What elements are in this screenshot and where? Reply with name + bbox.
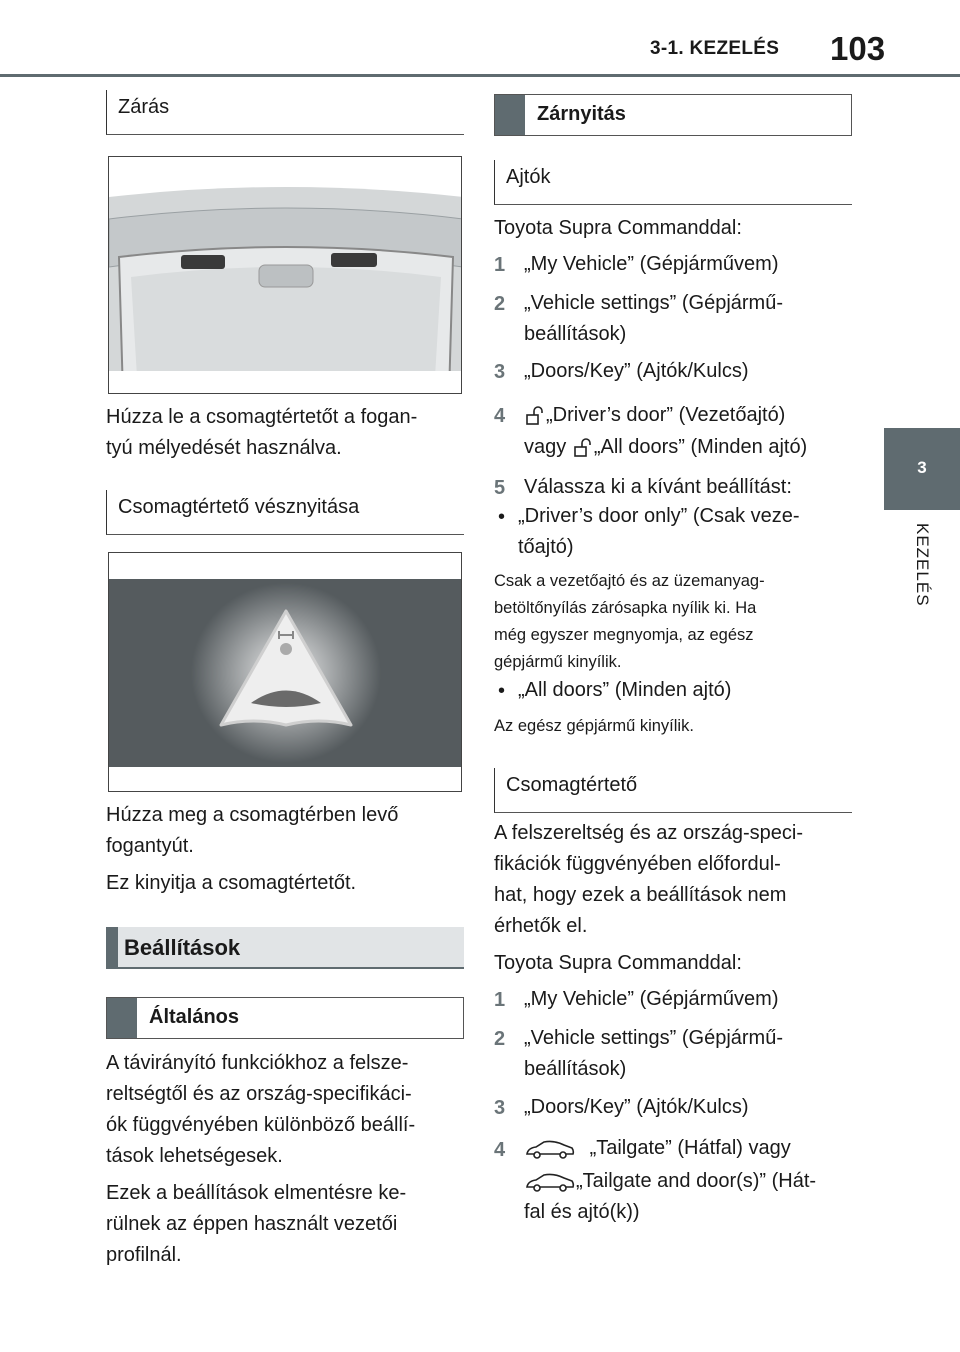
section-title: 3-1. KEZELÉS: [650, 38, 780, 59]
step-number: 3: [494, 1097, 506, 1119]
subheading-doors-label: Ajtók: [506, 166, 551, 188]
step-text-all: „All doors” (Minden ajtó): [593, 436, 808, 458]
section-marker: [106, 927, 118, 967]
page-number: 103: [830, 30, 886, 67]
bullet-mark: •: [498, 506, 506, 528]
paragraph-general-1: A távirányító funkciókhoz a felsze-: [106, 1052, 409, 1074]
paragraph-general-3: ók függvényében különböző beállí-: [106, 1114, 416, 1136]
step-text: „My Vehicle” (Gépjárművem): [524, 988, 779, 1010]
step-text: Válassza ki a kívánt beállítást:: [524, 476, 792, 498]
car-tailgate-icon: [524, 1171, 576, 1193]
paragraph-saved-3: profilnál.: [106, 1244, 182, 1266]
emergency-handle-illustration: [109, 553, 462, 792]
step-number: 4: [494, 405, 506, 427]
step-text-or: vagy: [524, 436, 567, 458]
option-driver-desc-2: betöltőnyílás zárósapka nyílik ki. Ha: [494, 599, 757, 617]
step-text: [524, 400, 785, 431]
subheading-zaras: [106, 90, 464, 135]
paragraph-pull-1: Húzza le a csomagtértetőt a fogan-: [106, 406, 418, 428]
unlock-door-icon: [524, 405, 546, 427]
step-number: 3: [494, 361, 506, 383]
heading-general: [106, 997, 464, 1039]
unlock-door-icon: [572, 437, 594, 459]
chapter-tab: [884, 428, 960, 510]
heading-unlock-label: Zárnyitás: [537, 103, 626, 125]
step-text: „Vehicle settings” (Gépjármű-: [524, 292, 783, 314]
paragraph-general-2: reltségtől és az ország-specifikáci-: [106, 1083, 412, 1105]
step-text: „Doors/Key” (Ajtók/Kulcs): [524, 360, 749, 382]
chapter-number: 3: [917, 458, 927, 477]
chapter-label: KEZELÉS: [913, 523, 932, 607]
header-divider: [0, 74, 960, 77]
step-text-driver: „Driver’s door” (Vezetőajtó): [546, 404, 786, 426]
option-driver-desc-1: Csak a vezetőajtó és az üzemanyag-: [494, 572, 765, 590]
figure-trunk-lid: [108, 156, 462, 394]
step-text: [524, 1166, 816, 1197]
subheading-zaras-label: Zárás: [118, 96, 170, 118]
subheading-tailgate: [494, 768, 852, 813]
step-number: 5: [494, 477, 506, 499]
paragraph-avail-4: érhetők el.: [494, 915, 588, 937]
option-driver-1: „Driver’s door only” (Csak veze-: [518, 505, 800, 527]
paragraph-handle-2: fogantyút.: [106, 835, 194, 857]
step-text: [524, 1133, 791, 1164]
step-number: 2: [494, 1028, 506, 1050]
subheading-tailgate-label: Csomagtértető: [506, 774, 638, 796]
step-text: beállítások): [524, 323, 627, 345]
paragraph-commander-1: Toyota Supra Commanddal:: [494, 217, 742, 239]
paragraph-general-4: tások lehetségesek.: [106, 1145, 283, 1167]
option-all: „All doors” (Minden ajtó): [518, 679, 732, 701]
step-number: 2: [494, 293, 506, 315]
step-text: „Vehicle settings” (Gépjármű-: [524, 1027, 783, 1049]
step-number: 1: [494, 254, 506, 276]
trunk-lid-illustration: [109, 157, 462, 394]
heading-general-label: Általános: [149, 1006, 240, 1028]
paragraph-saved-1: Ezek a beállítások elmentésre ke-: [106, 1182, 407, 1204]
heading-marker: [107, 998, 137, 1038]
step-text: „My Vehicle” (Gépjárművem): [524, 253, 779, 275]
paragraph-avail-3: hat, hogy ezek a beállítások nem: [494, 884, 787, 906]
step-text-tailgate: „Tailgate” (Hátfal) vagy: [589, 1137, 791, 1159]
step-text: fal és ajtó(k)): [524, 1201, 640, 1223]
step-text-tailgate-doors: „Tailgate and door(s)” (Hát-: [576, 1170, 817, 1192]
heading-marker: [495, 95, 525, 135]
paragraph-avail-2: fikációk függvényében előfordul-: [494, 853, 781, 875]
option-driver-2: tőajtó): [518, 536, 574, 558]
step-text: [524, 432, 807, 463]
section-heading-settings: [106, 927, 464, 969]
step-text: „Doors/Key” (Ajtók/Kulcs): [524, 1096, 749, 1118]
paragraph-handle-1: Húzza meg a csomagtérben levő: [106, 804, 399, 826]
figure-emergency-handle: [108, 552, 462, 792]
car-tailgate-icon: [524, 1138, 576, 1160]
bullet-mark: •: [498, 680, 506, 702]
subheading-doors: [494, 160, 852, 205]
step-number: 4: [494, 1139, 506, 1161]
step-number: 1: [494, 989, 506, 1011]
paragraph-commander-2: Toyota Supra Commanddal:: [494, 952, 742, 974]
section-heading-settings-label: Beállítások: [124, 935, 241, 960]
paragraph-saved-2: rülnek az éppen használt vezetői: [106, 1213, 398, 1235]
option-all-desc: Az egész gépjármű kinyílik.: [494, 717, 694, 735]
heading-unlock: [494, 94, 852, 136]
paragraph-avail-1: A felszereltség és az ország-speci-: [494, 822, 804, 844]
option-driver-desc-4: gépjármű kinyílik.: [494, 653, 622, 671]
paragraph-pull-2: tyú mélyedését használva.: [106, 437, 342, 459]
subheading-emergency-label: Csomagtértető vésznyitása: [118, 496, 360, 518]
option-driver-desc-3: még egyszer megnyomja, az egész: [494, 626, 754, 644]
subheading-emergency: [106, 490, 464, 535]
paragraph-open: Ez kinyitja a csomagtértetőt.: [106, 872, 357, 894]
step-text: beállítások): [524, 1058, 627, 1080]
